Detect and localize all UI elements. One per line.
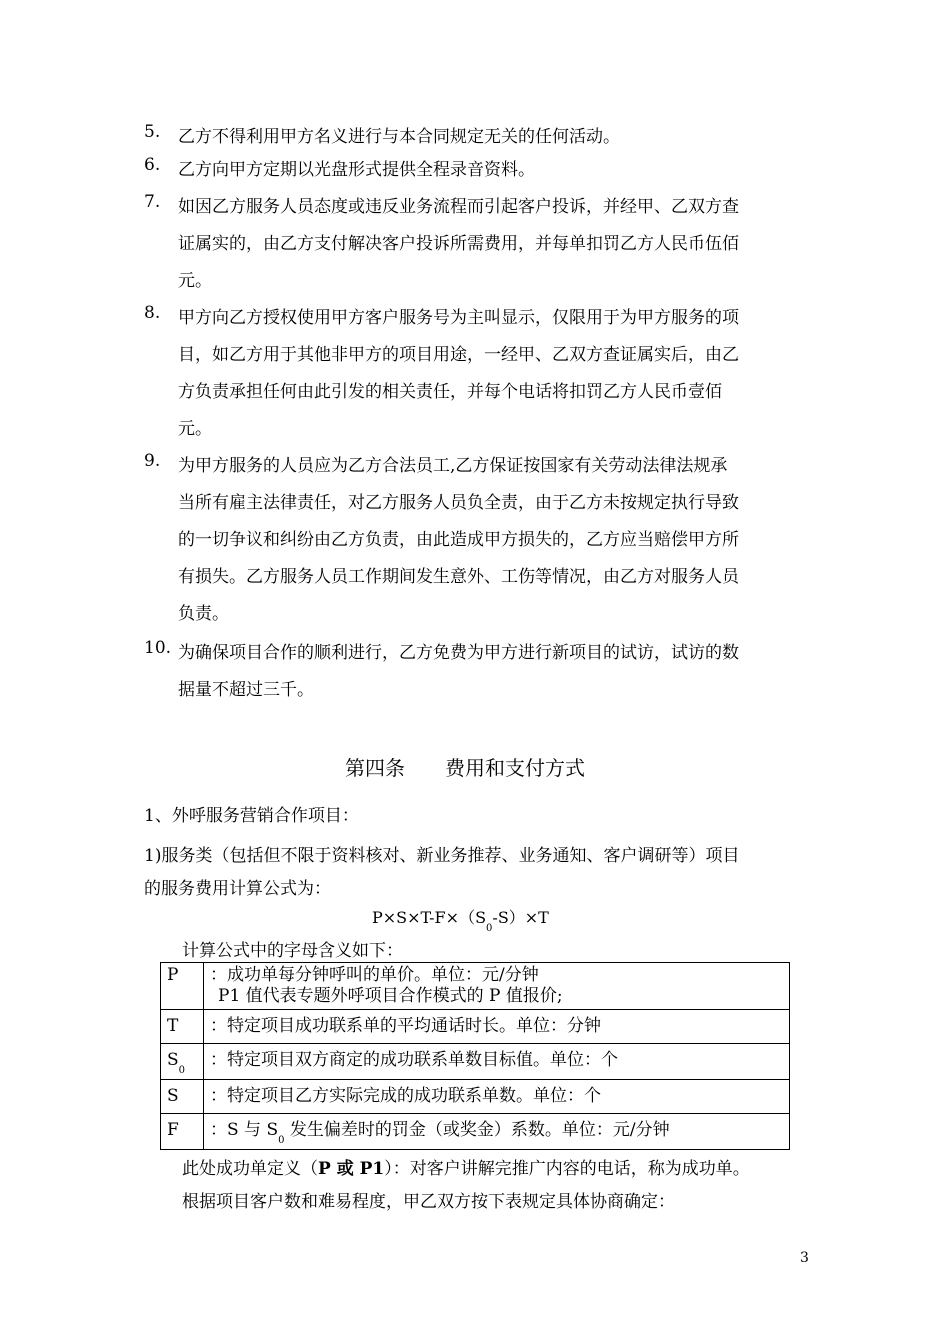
legend-intro: 计算公式中的字母含义如下： bbox=[182, 941, 403, 961]
page-number: 3 bbox=[800, 1250, 809, 1266]
item-10-number: 10. bbox=[144, 638, 172, 658]
legend-symbol-s0 bbox=[161, 1044, 204, 1080]
legend-desc-s: ：特定项目乙方实际完成的成功联系单数。单位：个 bbox=[204, 1080, 790, 1114]
item-8-line-1: 甲方向乙方授权使用甲方客户服务号为主叫显示，仅限用于为甲方服务的项 bbox=[178, 308, 739, 328]
section-title: 第四条 费用和支付方式 bbox=[345, 756, 585, 780]
item-7-line-2: 证属实的，由乙方支付解决客户投诉所需费用，并每单扣罚乙方人民币伍佰 bbox=[178, 234, 739, 254]
item-7-line-3: 元。 bbox=[178, 271, 212, 291]
table-row bbox=[161, 1114, 790, 1150]
table-row bbox=[161, 1080, 790, 1114]
legend-desc-t: ：特定项目成功联系单的平均通话时长。单位：分钟 bbox=[204, 1010, 790, 1044]
formula-part-2: -S）×T bbox=[492, 908, 549, 927]
item-9-line-3: 的一切争议和纠纷由乙方负责，由此造成甲方损失的，乙方应当赔偿甲方所 bbox=[178, 530, 739, 550]
item-5-number: 5. bbox=[144, 122, 161, 142]
paragraph-line-2: 的服务费用计算公式为： bbox=[144, 879, 331, 899]
legend-desc-s0: ：特定项目双方商定的成功联系单数目标值。单位：个 bbox=[204, 1044, 790, 1080]
item-10-line-2: 据量不超过三千。 bbox=[178, 680, 314, 700]
item-5-text: 乙方不得利用甲方名义进行与本合同规定无关的任何活动。 bbox=[178, 127, 620, 147]
subsection-heading: 1、外呼服务营销合作项目： bbox=[144, 806, 359, 826]
item-8-number: 8. bbox=[144, 303, 161, 323]
item-7-line-1: 如因乙方服务人员态度或违反业务流程而引起客户投诉，并经甲、乙双方查 bbox=[178, 197, 739, 217]
item-9-line-2: 当所有雇主法律责任，对乙方服务人员负全责，由于乙方未按规定执行导致 bbox=[178, 493, 739, 513]
legend-symbol-f: F bbox=[161, 1114, 204, 1150]
definition-part-a: 此处成功单定义（ bbox=[182, 1159, 318, 1179]
item-8-line-2: 目，如乙方用于其他非甲方的项目用途，一经甲、乙双方查证属实后，由乙 bbox=[178, 345, 739, 365]
closing-line: 根据项目客户数和难易程度，甲乙双方按下表规定具体协商确定： bbox=[182, 1192, 675, 1212]
table-row bbox=[161, 1010, 790, 1044]
legend-desc-p bbox=[204, 963, 790, 1010]
definition-part-c: ）：对客户讲解完推广内容的电话，称为成功单。 bbox=[384, 1159, 750, 1179]
legend-desc-p-line-2: P1 值代表专题外呼项目合作模式的 P 值报价; bbox=[218, 986, 563, 1006]
table-row bbox=[161, 1044, 790, 1080]
item-9-line-1: 为甲方服务的人员应为乙方合法员工,乙方保证按国家有关劳动法律法规承 bbox=[178, 456, 728, 476]
item-6-text: 乙方向甲方定期以光盘形式提供全程录音资料。 bbox=[178, 160, 535, 180]
legend-symbol-s0-base: S bbox=[167, 1050, 179, 1070]
item-6-number: 6. bbox=[144, 155, 161, 175]
formula-part-1: P×S×T-F×（S bbox=[372, 908, 487, 927]
item-8-line-3: 方负责承担任何由此引发的相关责任，并每个电话将扣罚乙方人民币壹佰 bbox=[178, 382, 722, 402]
item-9-number: 9. bbox=[144, 451, 161, 471]
legend-desc-f-b: 发生偏差时的罚金（或奖金）系数。单位：元/分钟 bbox=[284, 1120, 670, 1140]
formula-subscript: 0 bbox=[486, 923, 493, 934]
legend-desc-p-line-1: ：成功单每分钟呼叫的单价。单位：元/分钟 bbox=[210, 965, 539, 985]
table-row bbox=[161, 963, 790, 1010]
item-7-number: 7. bbox=[144, 192, 161, 212]
definition-line bbox=[182, 1154, 750, 1179]
legend-desc-f-sub: 0 bbox=[278, 1135, 285, 1146]
legend-symbol-s: S bbox=[161, 1080, 204, 1114]
legend-table bbox=[160, 962, 790, 1150]
legend-symbol-p: P bbox=[161, 963, 204, 1010]
item-10-line-1: 为确保项目合作的顺利进行，乙方免费为甲方进行新项目的试访，试访的数 bbox=[178, 643, 739, 663]
item-9-line-5: 负责。 bbox=[178, 604, 229, 624]
item-8-line-4: 元。 bbox=[178, 419, 212, 439]
paragraph-line-1: 1)服务类（包括但不限于资料核对、新业务推荐、业务通知、客户调研等）项目 bbox=[144, 846, 740, 866]
legend-desc-f-a: ：S 与 S bbox=[210, 1120, 279, 1140]
legend-desc-f bbox=[204, 1114, 790, 1150]
legend-symbol-s0-sub: 0 bbox=[178, 1065, 186, 1076]
formula bbox=[372, 905, 549, 934]
item-9-line-4: 有损失。乙方服务人员工作期间发生意外、工伤等情况，由乙方对服务人员 bbox=[178, 567, 739, 587]
definition-part-b: P 或 P1 bbox=[318, 1159, 385, 1179]
legend-symbol-t: T bbox=[161, 1010, 204, 1044]
